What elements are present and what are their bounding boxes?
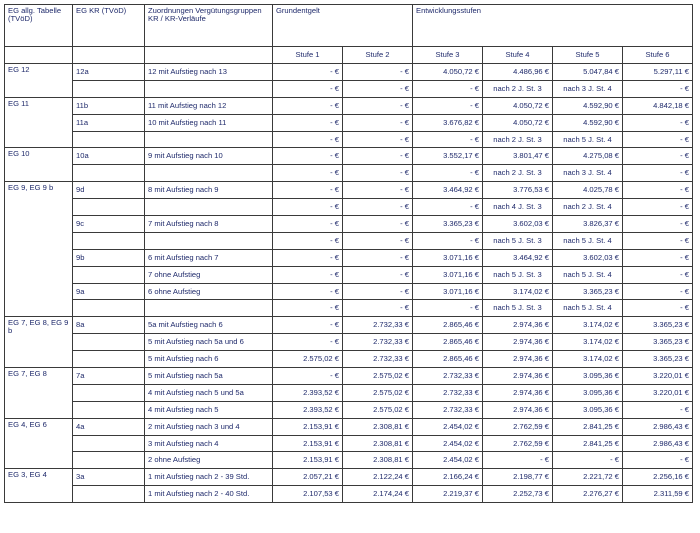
table-row [5, 232, 693, 249]
stufe-1-cell: - € [273, 148, 343, 165]
eg-kr-cell: 7a [73, 368, 145, 385]
stufe-1-cell: 2.057,21 € [273, 469, 343, 486]
table-row [5, 368, 693, 385]
eg-kr-cell [73, 300, 145, 317]
stufe-4-cell: 3.776,53 € [483, 182, 553, 199]
stufe-6-cell: - € [623, 232, 693, 249]
header-stufe-5: Stufe 5 [553, 47, 623, 64]
stufe-3-cell: 2.865,46 € [413, 351, 483, 368]
eg-kr-cell [73, 486, 145, 503]
stufe-1-cell: - € [273, 368, 343, 385]
stufe-6-cell: - € [623, 80, 693, 97]
zuordnung-cell [145, 131, 273, 148]
zuordnung-cell: 8 mit Aufstieg nach 9 [145, 182, 273, 199]
stufe-1-cell: - € [273, 317, 343, 334]
table-row [5, 97, 693, 114]
eg-kr-cell [73, 266, 145, 283]
stufe-6-cell: 3.365,23 € [623, 334, 693, 351]
table-row [5, 216, 693, 233]
zuordnung-cell: 5 mit Aufstieg nach 5a und 6 [145, 334, 273, 351]
stufe-5-cell: 3.174,02 € [553, 317, 623, 334]
stufe-6-cell: - € [623, 300, 693, 317]
stufe-3-cell: - € [413, 300, 483, 317]
stufe-4-cell: nach 5 J. St. 3 [483, 232, 553, 249]
stufe-4-cell: 3.801,47 € [483, 148, 553, 165]
zuordnung-cell [145, 80, 273, 97]
stufe-4-cell: 2.252,73 € [483, 486, 553, 503]
stufe-2-cell: - € [343, 165, 413, 182]
stufe-6-cell: - € [623, 216, 693, 233]
stufe-3-cell: 2.865,46 € [413, 334, 483, 351]
stufe-6-cell: - € [623, 148, 693, 165]
stufe-2-cell: 2.575,02 € [343, 401, 413, 418]
table-row [5, 266, 693, 283]
stufe-2-cell: 2.174,24 € [343, 486, 413, 503]
eg-kr-cell [73, 232, 145, 249]
eg-allg-cell: EG 7, EG 8, EG 9 b [5, 317, 73, 368]
stufe-1-cell: - € [273, 249, 343, 266]
eg-kr-cell: 9c [73, 216, 145, 233]
stufe-4-cell: nach 4 J. St. 3 [483, 199, 553, 216]
eg-kr-cell: 12a [73, 64, 145, 81]
stufe-6-cell: 3.220,01 € [623, 368, 693, 385]
stufe-2-cell: - € [343, 97, 413, 114]
eg-kr-cell: 8a [73, 317, 145, 334]
stufe-5-cell: 4.592,90 € [553, 114, 623, 131]
stufe-3-cell: - € [413, 131, 483, 148]
stufe-5-cell: 2.276,27 € [553, 486, 623, 503]
zuordnung-cell: 10 mit Aufstieg nach 11 [145, 114, 273, 131]
stufe-6-cell: 2.311,59 € [623, 486, 693, 503]
stufe-4-cell: 2.974,36 € [483, 384, 553, 401]
header-eg-allg: EG allg. Tabelle (TVöD) [5, 5, 73, 47]
table-row [5, 283, 693, 300]
zuordnung-cell: 7 mit Aufstieg nach 8 [145, 216, 273, 233]
stufe-3-cell: 2.166,24 € [413, 469, 483, 486]
stufe-1-cell: - € [273, 232, 343, 249]
stufe-5-cell: 3.174,02 € [553, 334, 623, 351]
stufe-1-cell: - € [273, 266, 343, 283]
zuordnung-cell: 1 mit Aufstieg nach 2 - 39 Std. [145, 469, 273, 486]
stufe-3-cell: 4.050,72 € [413, 64, 483, 81]
stufe-1-cell: 2.153,91 € [273, 418, 343, 435]
stufe-3-cell: - € [413, 80, 483, 97]
stufe-6-cell: - € [623, 199, 693, 216]
eg-kr-cell: 11b [73, 97, 145, 114]
stufe-6-cell: - € [623, 266, 693, 283]
stufe-6-cell: - € [623, 249, 693, 266]
eg-allg-cell: EG 11 [5, 97, 73, 148]
zuordnung-cell: 5 mit Aufstieg nach 5a [145, 368, 273, 385]
stufe-6-cell: - € [623, 165, 693, 182]
stufe-1-cell: - € [273, 80, 343, 97]
stufe-4-cell: 2.762,59 € [483, 435, 553, 452]
eg-allg-cell: EG 12 [5, 64, 73, 98]
stufe-4-cell: 2.974,36 € [483, 334, 553, 351]
table-row [5, 148, 693, 165]
stufe-6-cell: - € [623, 182, 693, 199]
stufe-3-cell: - € [413, 232, 483, 249]
stufe-6-cell: - € [623, 452, 693, 469]
stufe-2-cell: 2.575,02 € [343, 384, 413, 401]
stufe-6-cell: 4.842,18 € [623, 97, 693, 114]
stufe-3-cell: 2.732,33 € [413, 384, 483, 401]
zuordnung-cell: 1 mit Aufstieg nach 2 - 40 Std. [145, 486, 273, 503]
table-row [5, 418, 693, 435]
stufe-3-cell: 2.219,37 € [413, 486, 483, 503]
stufe-5-cell: nach 3 J. St. 4 [553, 80, 623, 97]
header-eg-kr: EG KR (TVöD) [73, 5, 145, 47]
stufe-3-cell: 2.454,02 € [413, 452, 483, 469]
stufe-2-cell: - € [343, 232, 413, 249]
eg-kr-cell: 10a [73, 148, 145, 165]
stufe-5-cell: 3.174,02 € [553, 351, 623, 368]
eg-kr-cell: 9b [73, 249, 145, 266]
stufe-4-cell: nach 5 J. St. 3 [483, 300, 553, 317]
eg-allg-cell: EG 7, EG 8 [5, 368, 73, 419]
header-row-1 [5, 5, 693, 47]
header-blank [5, 47, 73, 64]
header-grundentgelt: Grundentgelt [273, 5, 413, 47]
stufe-6-cell: - € [623, 283, 693, 300]
stufe-3-cell: 3.071,16 € [413, 283, 483, 300]
stufe-2-cell: 2.732,33 € [343, 351, 413, 368]
zuordnung-cell: 6 ohne Aufstieg [145, 283, 273, 300]
stufe-1-cell: - € [273, 131, 343, 148]
stufe-5-cell: 3.365,23 € [553, 283, 623, 300]
stufe-6-cell: - € [623, 114, 693, 131]
stufe-4-cell: nach 5 J. St. 3 [483, 266, 553, 283]
stufe-5-cell: 2.841,25 € [553, 418, 623, 435]
eg-kr-cell [73, 199, 145, 216]
stufe-3-cell: - € [413, 199, 483, 216]
zuordnung-cell: 5 mit Aufstieg nach 6 [145, 351, 273, 368]
table-row [5, 384, 693, 401]
header-stufe-6: Stufe 6 [623, 47, 693, 64]
stufe-2-cell: 2.122,24 € [343, 469, 413, 486]
stufe-1-cell: - € [273, 300, 343, 317]
stufe-6-cell: 3.220,01 € [623, 384, 693, 401]
stufe-4-cell: nach 2 J. St. 3 [483, 131, 553, 148]
stufe-1-cell: - € [273, 64, 343, 81]
stufe-5-cell: nach 2 J. St. 4 [553, 199, 623, 216]
zuordnung-cell [145, 232, 273, 249]
stufe-5-cell: - € [553, 452, 623, 469]
table-row [5, 401, 693, 418]
header-zuordnungen: Zuordnungen Vergütungsgruppen KR / KR-Verläufe [145, 5, 273, 47]
stufe-5-cell: nach 3 J. St. 4 [553, 165, 623, 182]
header-stufe-3: Stufe 3 [413, 47, 483, 64]
stufe-1-cell: - € [273, 165, 343, 182]
stufe-6-cell: 3.365,23 € [623, 317, 693, 334]
stufe-2-cell: 2.575,02 € [343, 368, 413, 385]
zuordnung-cell: 7 ohne Aufstieg [145, 266, 273, 283]
eg-allg-cell: EG 3, EG 4 [5, 469, 73, 503]
stufe-2-cell: - € [343, 216, 413, 233]
stufe-3-cell: 3.676,82 € [413, 114, 483, 131]
stufe-5-cell: nach 5 J. St. 4 [553, 232, 623, 249]
stufe-6-cell: - € [623, 131, 693, 148]
stufe-6-cell: 3.365,23 € [623, 351, 693, 368]
stufe-4-cell: nach 2 J. St. 3 [483, 80, 553, 97]
eg-kr-cell [73, 80, 145, 97]
stufe-2-cell: - € [343, 199, 413, 216]
stufe-1-cell: 2.153,91 € [273, 452, 343, 469]
stufe-5-cell: 3.095,36 € [553, 384, 623, 401]
stufe-1-cell: 2.393,52 € [273, 401, 343, 418]
stufe-1-cell: 2.393,52 € [273, 384, 343, 401]
stufe-2-cell: - € [343, 249, 413, 266]
zuordnung-cell: 11 mit Aufstieg nach 12 [145, 97, 273, 114]
eg-kr-cell: 3a [73, 469, 145, 486]
stufe-2-cell: - € [343, 131, 413, 148]
zuordnung-cell [145, 199, 273, 216]
salary-table [4, 4, 693, 503]
stufe-3-cell: 3.552,17 € [413, 148, 483, 165]
header-stufe-2: Stufe 2 [343, 47, 413, 64]
header-stufe-1: Stufe 1 [273, 47, 343, 64]
zuordnung-cell: 4 mit Aufstieg nach 5 und 5a [145, 384, 273, 401]
eg-kr-cell [73, 351, 145, 368]
stufe-5-cell: 4.275,08 € [553, 148, 623, 165]
stufe-4-cell: 3.174,02 € [483, 283, 553, 300]
eg-kr-cell [73, 165, 145, 182]
stufe-1-cell: - € [273, 334, 343, 351]
eg-kr-cell [73, 384, 145, 401]
stufe-4-cell: 2.974,36 € [483, 317, 553, 334]
stufe-5-cell: 4.025,78 € [553, 182, 623, 199]
eg-kr-cell: 9d [73, 182, 145, 199]
stufe-3-cell: - € [413, 165, 483, 182]
stufe-4-cell: 2.974,36 € [483, 401, 553, 418]
zuordnung-cell [145, 165, 273, 182]
stufe-1-cell: - € [273, 97, 343, 114]
stufe-1-cell: 2.107,53 € [273, 486, 343, 503]
stufe-2-cell: 2.732,33 € [343, 334, 413, 351]
stufe-3-cell: 3.071,16 € [413, 266, 483, 283]
stufe-5-cell: 5.047,84 € [553, 64, 623, 81]
zuordnung-cell: 4 mit Aufstieg nach 5 [145, 401, 273, 418]
stufe-3-cell: 2.454,02 € [413, 435, 483, 452]
eg-kr-cell [73, 435, 145, 452]
stufe-5-cell: 3.602,03 € [553, 249, 623, 266]
stufe-5-cell: 2.221,72 € [553, 469, 623, 486]
stufe-5-cell: 2.841,25 € [553, 435, 623, 452]
eg-allg-cell: EG 9, EG 9 b [5, 182, 73, 317]
eg-kr-cell: 4a [73, 418, 145, 435]
stufe-2-cell: - € [343, 64, 413, 81]
table-row [5, 486, 693, 503]
stufe-4-cell: nach 2 J. St. 3 [483, 165, 553, 182]
table-row [5, 317, 693, 334]
header-stufe-4: Stufe 4 [483, 47, 553, 64]
eg-kr-cell: 11a [73, 114, 145, 131]
stufe-5-cell: 3.826,37 € [553, 216, 623, 233]
table-container [4, 4, 693, 503]
stufe-1-cell: 2.153,91 € [273, 435, 343, 452]
header-blank [145, 47, 273, 64]
stufe-1-cell: 2.575,02 € [273, 351, 343, 368]
stufe-1-cell: - € [273, 114, 343, 131]
stufe-1-cell: - € [273, 182, 343, 199]
zuordnung-cell [145, 300, 273, 317]
zuordnung-cell: 2 ohne Aufstieg [145, 452, 273, 469]
stufe-1-cell: - € [273, 199, 343, 216]
stufe-3-cell: 2.865,46 € [413, 317, 483, 334]
table-row [5, 351, 693, 368]
stufe-3-cell: - € [413, 97, 483, 114]
stufe-4-cell: 2.762,59 € [483, 418, 553, 435]
stufe-4-cell: 4.486,96 € [483, 64, 553, 81]
zuordnung-cell: 5a mit Aufstieg nach 6 [145, 317, 273, 334]
stufe-5-cell: 4.592,90 € [553, 97, 623, 114]
zuordnung-cell: 6 mit Aufstieg nach 7 [145, 249, 273, 266]
eg-kr-cell [73, 452, 145, 469]
eg-kr-cell [73, 401, 145, 418]
stufe-2-cell: 2.308,81 € [343, 418, 413, 435]
eg-kr-cell: 9a [73, 283, 145, 300]
stufe-2-cell: - € [343, 266, 413, 283]
stufe-5-cell: 3.095,36 € [553, 401, 623, 418]
stufe-6-cell: 2.986,43 € [623, 435, 693, 452]
table-row [5, 114, 693, 131]
stufe-5-cell: nach 5 J. St. 4 [553, 131, 623, 148]
stufe-2-cell: - € [343, 80, 413, 97]
table-row [5, 182, 693, 199]
stufe-2-cell: 2.308,81 € [343, 435, 413, 452]
stufe-4-cell: 2.974,36 € [483, 368, 553, 385]
stufe-6-cell: 2.256,16 € [623, 469, 693, 486]
table-row [5, 435, 693, 452]
stufe-2-cell: - € [343, 148, 413, 165]
stufe-2-cell: - € [343, 114, 413, 131]
stufe-2-cell: 2.308,81 € [343, 452, 413, 469]
table-row [5, 469, 693, 486]
stufe-4-cell: 3.602,03 € [483, 216, 553, 233]
stufe-4-cell: - € [483, 452, 553, 469]
stufe-6-cell: 5.297,11 € [623, 64, 693, 81]
stufe-4-cell: 2.198,77 € [483, 469, 553, 486]
header-blank [73, 47, 145, 64]
stufe-2-cell: - € [343, 300, 413, 317]
zuordnung-cell: 12 mit Aufstieg nach 13 [145, 64, 273, 81]
table-row [5, 452, 693, 469]
table-row [5, 165, 693, 182]
stufe-1-cell: - € [273, 283, 343, 300]
table-row [5, 334, 693, 351]
stufe-2-cell: - € [343, 283, 413, 300]
stufe-6-cell: - € [623, 401, 693, 418]
stufe-5-cell: nach 5 J. St. 4 [553, 266, 623, 283]
zuordnung-cell: 3 mit Aufstieg nach 4 [145, 435, 273, 452]
stufe-3-cell: 2.732,33 € [413, 368, 483, 385]
stufe-5-cell: nach 5 J. St. 4 [553, 300, 623, 317]
stufe-5-cell: 3.095,36 € [553, 368, 623, 385]
zuordnung-cell: 9 mit Aufstieg nach 10 [145, 148, 273, 165]
table-row [5, 249, 693, 266]
stufe-4-cell: 4.050,72 € [483, 97, 553, 114]
eg-allg-cell: EG 4, EG 6 [5, 418, 73, 469]
stufe-3-cell: 3.071,16 € [413, 249, 483, 266]
table-row [5, 64, 693, 81]
stufe-6-cell: 2.986,43 € [623, 418, 693, 435]
header-entwicklungsstufen: Entwicklungsstufen [413, 5, 693, 47]
stufe-4-cell: 3.464,92 € [483, 249, 553, 266]
header-row-2 [5, 47, 693, 64]
stufe-2-cell: - € [343, 182, 413, 199]
table-row [5, 80, 693, 97]
table-row [5, 131, 693, 148]
stufe-3-cell: 3.365,23 € [413, 216, 483, 233]
stufe-4-cell: 2.974,36 € [483, 351, 553, 368]
eg-kr-cell [73, 334, 145, 351]
stufe-3-cell: 2.732,33 € [413, 401, 483, 418]
zuordnung-cell: 2 mit Aufstieg nach 3 und 4 [145, 418, 273, 435]
stufe-4-cell: 4.050,72 € [483, 114, 553, 131]
stufe-3-cell: 2.454,02 € [413, 418, 483, 435]
table-row [5, 300, 693, 317]
stufe-2-cell: 2.732,33 € [343, 317, 413, 334]
table-row [5, 199, 693, 216]
eg-allg-cell: EG 10 [5, 148, 73, 182]
stufe-3-cell: 3.464,92 € [413, 182, 483, 199]
eg-kr-cell [73, 131, 145, 148]
stufe-1-cell: - € [273, 216, 343, 233]
